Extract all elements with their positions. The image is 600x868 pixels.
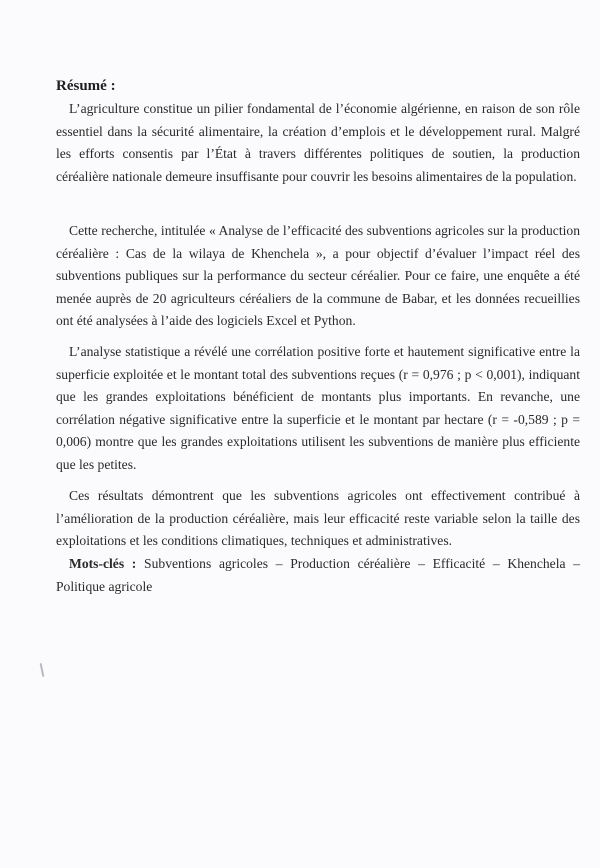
paragraph-objective: Cette recherche, intitulée « Analyse de l’efficacité des subventions agricoles sur la production céréalière : Cas de la wilaya de Khenchela », a pour objectif d’évaluer l’impact réel des subventions publiques sur la performance du secteur céréalier. Pour ce faire, une enquête a été menée auprès de 20 agriculteurs céréaliers de la commune de Babar, et les données recueillies ont été analysées à l’aide des logiciels Excel et Python. [56, 223, 580, 328]
abstract-heading: Résumé : [56, 78, 116, 94]
paragraph-conclusion: Ces résultats démontrent que les subventions agricoles ont effectivement contribué à l’amélioration de la production céréalière, mais leur efficacité reste variable selon la taille des exploitations et les conditions climatiques, techniques et administratives. [56, 488, 580, 548]
scan-smudge-mark [40, 663, 45, 677]
paragraph-context: L’agriculture constitue un pilier fondamental de l’économie algérienne, en raison de son rôle essentiel dans la sécurité alimentaire, la création d’emplois et le développement rural. Malgré les efforts consentis par l’État à travers différentes politiques de soutien, la production céréalière nationale demeure insuffisante pour couvrir les besoins alimentaires de la population. [56, 101, 580, 184]
keywords-label: Mots-clés : [69, 556, 137, 571]
paragraph-analysis: L’analyse statistique a révélé une corrélation positive forte et hautement significative entre la superficie exploitée et le montant total des subventions reçues (r = 0,976 ; p < 0,001), indiquant que les grandes exploitations bénéficient de montants plus importants. En revanche, une corrélation négative significative entre la superficie et le montant par hectare (r = -0,589 ; p = 0,006) montre que les grandes exploitations utilisent les subventions de manière plus efficiente que les petites. [56, 344, 580, 472]
keywords-line [56, 553, 580, 598]
keywords-text: Subventions agricoles – Production céréalière – Efficacité – Khenchela – Politique agricole [56, 556, 581, 594]
